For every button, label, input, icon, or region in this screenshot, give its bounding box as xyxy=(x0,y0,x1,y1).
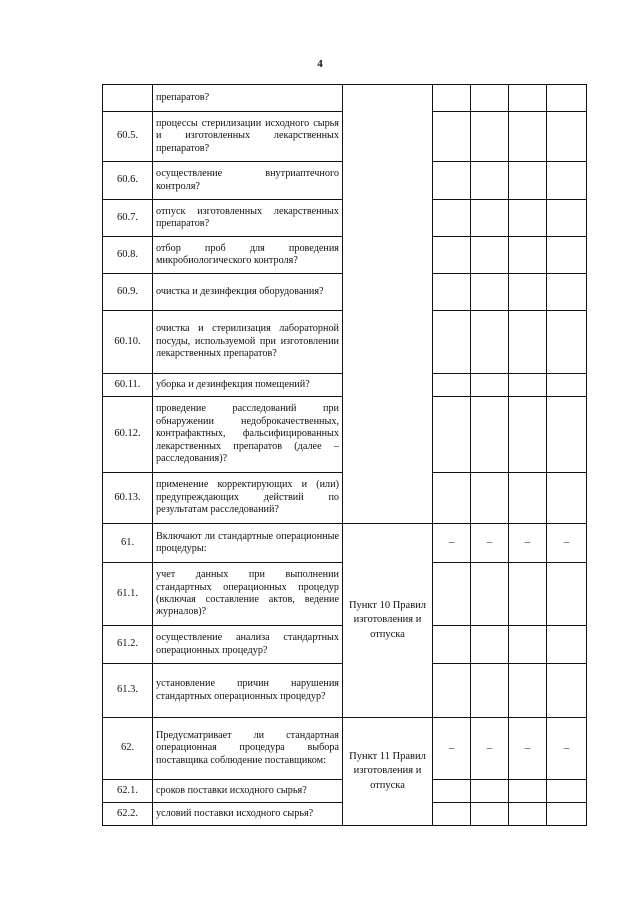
answer-yes-cell xyxy=(433,311,471,374)
answer-no-cell xyxy=(471,473,509,524)
remarks-cell xyxy=(547,85,587,112)
answer-yes-cell xyxy=(433,112,471,162)
row-number: 60.8. xyxy=(103,237,153,274)
remarks-cell xyxy=(547,274,587,311)
question-text: отпуск изготовленных лекарственных препаратов? xyxy=(153,200,343,237)
row-number: 60.13. xyxy=(103,473,153,524)
answer-dash: – xyxy=(471,524,509,563)
row-number: 61. xyxy=(103,524,153,563)
answer-yes-cell xyxy=(433,664,471,718)
answer-no-cell xyxy=(471,374,509,397)
row-number: 62.1. xyxy=(103,780,153,803)
answer-dash: – xyxy=(471,718,509,780)
row-number: 62. xyxy=(103,718,153,780)
row-number: 60.11. xyxy=(103,374,153,397)
question-text: очистка и стерилизация лабораторной посуды, используемой при изготовлении лекарственных препаратов? xyxy=(153,311,343,374)
remarks-cell xyxy=(547,162,587,200)
answer-dash: – xyxy=(509,524,547,563)
answer-no-cell xyxy=(471,85,509,112)
table-row xyxy=(103,524,587,563)
answer-na-cell xyxy=(509,200,547,237)
legal-reference-cell: Пункт 10 Правил изготовления и отпуска xyxy=(343,524,433,718)
row-number xyxy=(103,85,153,112)
question-text: применение корректирующих и (или) предупреждающих действий по результатам расследований? xyxy=(153,473,343,524)
question-text: установление причин нарушения стандартных операционных процедур? xyxy=(153,664,343,718)
question-text: сроков поставки исходного сырья? xyxy=(153,780,343,803)
remarks-cell xyxy=(547,200,587,237)
question-text: уборка и дезинфекция помещений? xyxy=(153,374,343,397)
answer-yes-cell xyxy=(433,803,471,826)
table-row xyxy=(103,718,587,780)
answer-dash: – xyxy=(433,718,471,780)
row-number: 61.1. xyxy=(103,563,153,626)
answer-na-cell xyxy=(509,85,547,112)
answer-no-cell xyxy=(471,274,509,311)
legal-reference-cell: Пункт 11 Правил изготовления и отпуска xyxy=(343,718,433,826)
remarks-cell xyxy=(547,397,587,473)
remarks-cell xyxy=(547,780,587,803)
answer-no-cell xyxy=(471,626,509,664)
question-text: препаратов? xyxy=(153,85,343,112)
row-number: 60.7. xyxy=(103,200,153,237)
answer-yes-cell xyxy=(433,473,471,524)
question-text: Предусматривает ли стандартная операционная процедура выбора поставщика соблюдение поставщиком: xyxy=(153,718,343,780)
question-text: осуществление внутриаптечного контроля? xyxy=(153,162,343,200)
answer-no-cell xyxy=(471,237,509,274)
remarks-cell xyxy=(547,112,587,162)
question-text: учет данных при выполнении стандартных операционных процедур (включая составление актов, ведение журналов)? xyxy=(153,563,343,626)
answer-na-cell xyxy=(509,473,547,524)
remarks-cell xyxy=(547,237,587,274)
answer-dash: – xyxy=(547,524,587,563)
checklist-table xyxy=(102,84,587,826)
question-text: Включают ли стандартные операционные процедуры: xyxy=(153,524,343,563)
answer-na-cell xyxy=(509,803,547,826)
remarks-cell xyxy=(547,311,587,374)
remarks-cell xyxy=(547,473,587,524)
answer-no-cell xyxy=(471,664,509,718)
question-text: процессы стерилизации исходного сырья и изготовленных лекарственных препаратов? xyxy=(153,112,343,162)
answer-yes-cell xyxy=(433,85,471,112)
answer-yes-cell xyxy=(433,780,471,803)
row-number: 60.6. xyxy=(103,162,153,200)
answer-no-cell xyxy=(471,563,509,626)
answer-na-cell xyxy=(509,237,547,274)
row-number: 60.5. xyxy=(103,112,153,162)
answer-dash: – xyxy=(509,718,547,780)
remarks-cell xyxy=(547,374,587,397)
table-row xyxy=(103,85,587,112)
answer-yes-cell xyxy=(433,397,471,473)
answer-yes-cell xyxy=(433,374,471,397)
answer-na-cell xyxy=(509,626,547,664)
answer-no-cell xyxy=(471,112,509,162)
row-number: 60.9. xyxy=(103,274,153,311)
answer-no-cell xyxy=(471,162,509,200)
answer-na-cell xyxy=(509,374,547,397)
answer-yes-cell xyxy=(433,237,471,274)
remarks-cell xyxy=(547,626,587,664)
row-number: 62.2. xyxy=(103,803,153,826)
answer-dash: – xyxy=(547,718,587,780)
answer-na-cell xyxy=(509,274,547,311)
answer-dash: – xyxy=(433,524,471,563)
answer-na-cell xyxy=(509,311,547,374)
question-text: осуществление анализа стандартных операционных процедур? xyxy=(153,626,343,664)
answer-na-cell xyxy=(509,664,547,718)
question-text: проведение расследований при обнаружении недоброкачественных, контрафактных, фальсифицированных лекарственных препаратов (далее – расследования)? xyxy=(153,397,343,473)
answer-na-cell xyxy=(509,780,547,803)
answer-yes-cell xyxy=(433,563,471,626)
answer-no-cell xyxy=(471,397,509,473)
answer-no-cell xyxy=(471,803,509,826)
answer-yes-cell xyxy=(433,626,471,664)
row-number: 60.10. xyxy=(103,311,153,374)
answer-na-cell xyxy=(509,112,547,162)
question-text: условий поставки исходного сырья? xyxy=(153,803,343,826)
remarks-cell xyxy=(547,563,587,626)
question-text: отбор проб для проведения микробиологического контроля? xyxy=(153,237,343,274)
question-text: очистка и дезинфекция оборудования? xyxy=(153,274,343,311)
answer-no-cell xyxy=(471,200,509,237)
row-number: 61.2. xyxy=(103,626,153,664)
answer-no-cell xyxy=(471,780,509,803)
answer-yes-cell xyxy=(433,274,471,311)
answer-na-cell xyxy=(509,397,547,473)
answer-yes-cell xyxy=(433,200,471,237)
legal-reference-cell xyxy=(343,85,433,524)
row-number: 61.3. xyxy=(103,664,153,718)
row-number: 60.12. xyxy=(103,397,153,473)
answer-na-cell xyxy=(509,162,547,200)
remarks-cell xyxy=(547,664,587,718)
page-number: 4 xyxy=(317,58,323,70)
answer-no-cell xyxy=(471,311,509,374)
answer-yes-cell xyxy=(433,162,471,200)
remarks-cell xyxy=(547,803,587,826)
answer-na-cell xyxy=(509,563,547,626)
